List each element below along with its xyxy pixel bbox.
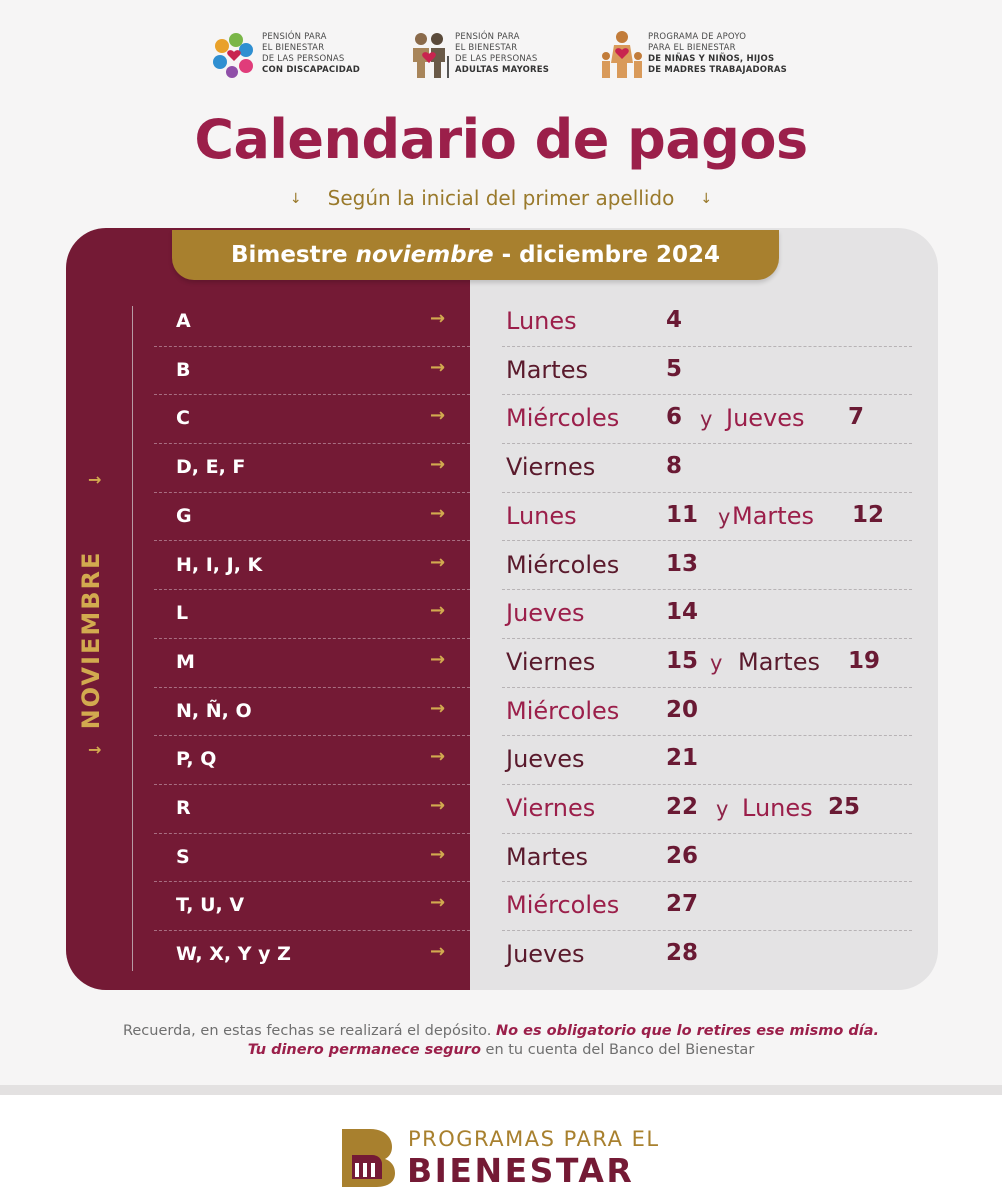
conjunction: y: [716, 797, 729, 821]
initial-letters: M: [176, 650, 195, 673]
initial-letters: B: [176, 358, 191, 381]
footer-line2: BIENESTAR: [407, 1151, 635, 1190]
right-arrow-icon: →: [430, 941, 446, 963]
right-arrow-icon: →: [88, 470, 102, 489]
right-arrow-icon: →: [430, 551, 446, 573]
right-arrow-icon: →: [430, 600, 446, 622]
payment-day: Jueves: [506, 940, 585, 969]
schedule-row: [66, 493, 938, 542]
payment-date: 14: [666, 599, 699, 626]
payment-date: 20: [666, 696, 699, 723]
payment-day: Viernes: [506, 453, 596, 482]
note-part1: Recuerda, en estas fechas se realizará el depósito.: [122, 1023, 496, 1039]
payment-date-2: 19: [848, 647, 881, 674]
conjunction: y: [700, 407, 713, 432]
initial-letters: P, Q: [176, 748, 217, 771]
payment-date: 13: [666, 550, 699, 577]
schedule-row: [66, 590, 938, 639]
logo-adultos-text: PENSIÓN PARA EL BIENESTAR DE LAS PERSONAS ADULTAS MAYORES: [455, 32, 550, 75]
schedule-row: [66, 444, 938, 493]
payment-day-2: Lunes: [742, 794, 813, 822]
payment-date-2: 12: [852, 501, 885, 528]
bimestre-prefix: Bimestre: [230, 242, 356, 268]
bimestre-banner: [172, 230, 779, 280]
footer-line1: PROGRAMAS PARA EL: [408, 1127, 660, 1151]
note-part2: No es obligatorio que lo retires ese mismo día.: [495, 1023, 880, 1039]
right-arrow-icon: →: [430, 697, 446, 719]
payment-day: Miércoles: [506, 696, 620, 725]
payment-day: Lunes: [506, 307, 577, 335]
initial-letters: T, U, V: [176, 894, 245, 917]
bimestre-italic: noviembre: [355, 242, 494, 268]
payment-date-2: 25: [828, 794, 861, 820]
right-arrow-icon: →: [430, 795, 446, 816]
payment-day: Martes: [506, 842, 588, 871]
subtitle: [0, 186, 1002, 210]
month-label: NOVIEMBRE: [77, 550, 105, 730]
payment-date: 11: [666, 501, 699, 528]
payment-date: 4: [666, 307, 683, 333]
logo-ninos-text: PROGRAMA DE APOYO PARA EL BIENESTAR DE NIÑAS Y NIÑOS, HIJOS DE MADRES TRABAJADORAS: [648, 32, 787, 75]
payment-date: 28: [666, 940, 699, 967]
payment-day: Viernes: [506, 647, 596, 676]
initial-letters: W, X, Y y Z: [176, 943, 291, 966]
right-arrow-icon: →: [430, 454, 446, 476]
right-arrow-icon: →: [430, 308, 446, 329]
initial-letters: R: [176, 797, 191, 819]
page-title: Calendario de pagos: [194, 108, 808, 171]
note-part3: Tu dinero permanece seguro: [247, 1042, 481, 1058]
payment-day-2: Martes: [738, 647, 820, 676]
conjunction: y: [710, 650, 723, 675]
right-arrow-icon: →: [430, 648, 446, 670]
schedule-row: [66, 931, 938, 980]
payment-day: Viernes: [506, 794, 596, 822]
payment-day: Miércoles: [506, 404, 620, 433]
down-arrow-icon: ↓: [289, 191, 302, 207]
children-program-icon: [598, 30, 646, 80]
initial-letters: C: [176, 407, 190, 430]
schedule-row: [66, 298, 938, 347]
initial-letters: S: [176, 845, 190, 868]
payment-date: 15: [666, 647, 699, 674]
divider: [0, 1085, 1002, 1095]
payment-date: 8: [666, 453, 683, 480]
payment-day: Miércoles: [506, 550, 620, 579]
payment-day: Martes: [506, 355, 588, 384]
schedule-row: [66, 785, 938, 834]
schedule-row: [66, 736, 938, 785]
payment-day: Miércoles: [506, 891, 620, 920]
bienestar-logo: [338, 1125, 668, 1189]
schedule-row: [66, 688, 938, 737]
schedule-row: [66, 395, 938, 444]
schedule-row: [66, 834, 938, 883]
payment-day: Jueves: [506, 745, 585, 774]
schedule-row: [66, 882, 938, 931]
payment-day-2: Martes: [732, 501, 814, 530]
schedule-row: [66, 639, 938, 688]
payment-date: 22: [666, 794, 699, 820]
down-arrow-icon: ↓: [700, 191, 713, 207]
initial-letters: D, E, F: [176, 456, 246, 479]
footnote: [0, 1022, 1002, 1060]
right-arrow-icon: →: [430, 356, 446, 378]
logo-discapacidad-text: PENSIÓN PARA EL BIENESTAR DE LAS PERSONAS CON DISCAPACIDAD: [262, 32, 361, 75]
payment-day: Lunes: [506, 501, 577, 530]
initial-letters: N, Ñ, O: [176, 699, 252, 722]
right-arrow-icon: →: [430, 843, 446, 865]
subtitle-text: Según la inicial del primer apellido: [327, 186, 675, 210]
bienestar-b-icon: [338, 1125, 398, 1187]
payment-date: 6: [666, 404, 683, 431]
right-arrow-icon: →: [88, 740, 102, 759]
payment-date: 26: [666, 842, 699, 869]
initial-letters: L: [176, 602, 189, 625]
payment-date: 5: [666, 355, 683, 382]
right-arrow-icon: →: [430, 405, 446, 427]
right-arrow-icon: →: [430, 746, 446, 768]
disability-pension-icon: [210, 30, 258, 80]
right-arrow-icon: →: [430, 892, 446, 914]
right-arrow-icon: →: [430, 502, 446, 524]
conjunction: y: [718, 504, 731, 529]
initial-letters: H, I, J, K: [176, 553, 263, 576]
schedule-row: [66, 542, 938, 591]
payment-day-2: Jueves: [726, 404, 805, 433]
bimestre-suffix: - diciembre 2024: [493, 242, 721, 268]
elderly-pension-icon: [405, 30, 453, 80]
payment-date: 21: [666, 745, 699, 772]
schedule-row: [66, 347, 938, 396]
program-logos: [200, 28, 820, 88]
payment-day: Jueves: [506, 599, 585, 628]
initial-letters: A: [176, 310, 191, 332]
initial-letters: G: [176, 504, 192, 527]
payment-date: 27: [666, 891, 699, 918]
payment-date-2: 7: [848, 404, 865, 431]
note-part4: en tu cuenta del Banco del Bienestar: [480, 1042, 755, 1058]
